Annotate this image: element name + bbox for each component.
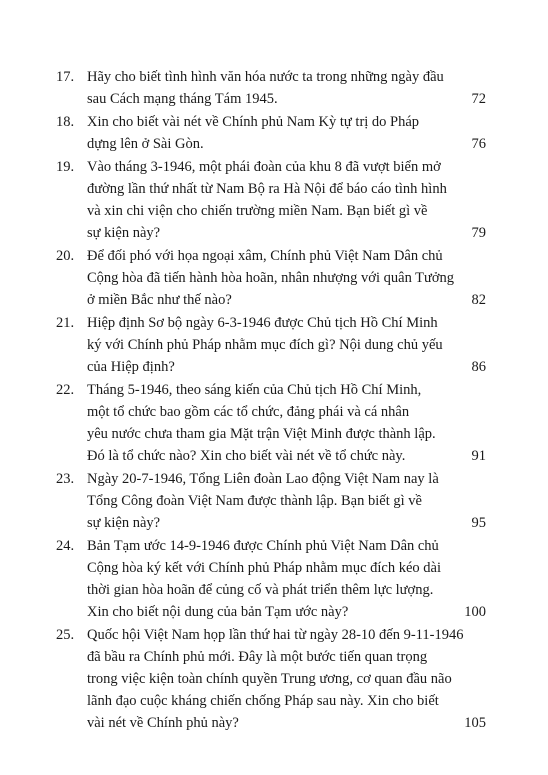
toc-entry-line: Đó là tổ chức nào? Xin cho biết vài nét về tổ chức này. — [87, 448, 406, 464]
toc-entry[interactable] — [56, 111, 486, 155]
toc-entry-line: Xin cho biết nội dung của bản Tạm ước này? — [87, 604, 349, 620]
toc-entry-text — [87, 111, 486, 155]
toc-entry-number: 19. — [56, 159, 75, 175]
toc-page-number: 76 — [471, 136, 486, 152]
toc-entry-number: 21. — [56, 315, 75, 331]
toc-entry-line: lãnh đạo cuộc kháng chiến chống Pháp sau này. Xin cho biết — [87, 693, 439, 709]
toc-entry-line: Cộng hòa đã tiến hành hòa hoãn, nhân nhượng với quân Tưởng — [87, 270, 455, 286]
table-of-contents — [56, 66, 486, 735]
toc-page-number: 82 — [471, 292, 486, 308]
toc-page-number: 100 — [464, 604, 486, 620]
toc-page-number: 86 — [471, 359, 486, 375]
toc-entry-text — [87, 156, 486, 244]
toc-entry-line: sự kiện này? — [87, 225, 161, 241]
toc-page-number: 91 — [471, 448, 486, 464]
toc-entry-line: sự kiện này? — [87, 515, 161, 531]
toc-entry-line: Vào tháng 3-1946, một phái đoàn của khu 8 đã vượt biển mở — [87, 159, 441, 175]
toc-page-number: 72 — [471, 91, 486, 107]
toc-entry-number: 22. — [56, 382, 75, 398]
toc-entry[interactable] — [56, 312, 486, 378]
toc-entry[interactable] — [56, 468, 486, 534]
toc-entry-text — [87, 379, 486, 467]
toc-entry-text — [87, 535, 486, 623]
toc-entry-line: ký với Chính phủ Pháp nhằm mục đích gì? Nội dung chủ yếu — [87, 337, 443, 353]
toc-entry-line: Hiệp định Sơ bộ ngày 6-3-1946 được Chủ tịch Hồ Chí Minh — [87, 315, 438, 331]
toc-entry[interactable] — [56, 66, 486, 110]
toc-entry-line: Tổng Công đoàn Việt Nam được thành lập. Bạn biết gì về — [87, 493, 422, 509]
toc-entry[interactable] — [56, 245, 486, 311]
toc-entry-line: đường lần thứ nhất từ Nam Bộ ra Hà Nội để báo cáo tình hình — [87, 181, 447, 197]
toc-entry-line: Tháng 5-1946, theo sáng kiến của Chủ tịch Hồ Chí Minh, — [87, 382, 422, 398]
toc-entry-line: ở miền Bắc như thế nào? — [87, 292, 232, 308]
toc-entry-line: trong việc kiện toàn chính quyền Trung ương, cơ quan đầu não — [87, 671, 452, 687]
toc-entry-line: thời gian hòa hoãn để củng cố và phát triển thêm lực lượng. — [87, 582, 434, 598]
toc-entry-number: 18. — [56, 114, 75, 130]
toc-entry-line: Ngày 20-7-1946, Tổng Liên đoàn Lao động Việt Nam nay là — [87, 471, 439, 487]
toc-entry-line: Xin cho biết vài nét về Chính phủ Nam Kỳ tự trị do Pháp — [87, 114, 420, 130]
toc-entry-number: 17. — [56, 69, 75, 85]
toc-entry[interactable] — [56, 535, 486, 623]
toc-entry-line: dựng lên ở Sài Gòn. — [87, 136, 204, 152]
toc-entry-line: Quốc hội Việt Nam họp lần thứ hai từ ngày 28-10 đến 9-11-1946 — [87, 627, 464, 643]
toc-entry-text — [87, 66, 486, 110]
toc-entry-text — [87, 312, 486, 378]
toc-entry-number: 23. — [56, 471, 75, 487]
toc-entry-line: Bản Tạm ước 14-9-1946 được Chính phủ Việt Nam Dân chủ — [87, 538, 439, 554]
toc-entry-line: và xin chi viện cho chiến trường miền Nam. Bạn biết gì về — [87, 203, 428, 219]
toc-entry-line: Để đối phó với họa ngoại xâm, Chính phủ Việt Nam Dân chủ — [87, 248, 443, 264]
toc-entry-line: yêu nước chưa tham gia Mặt trận Việt Minh được thành lập. — [87, 426, 436, 442]
toc-entry-line: một tổ chức bao gồm các tổ chức, đảng phái và cá nhân — [87, 404, 410, 420]
toc-page-number: 95 — [471, 515, 486, 531]
toc-entry-number: 25. — [56, 627, 75, 643]
toc-entry-number: 20. — [56, 248, 75, 264]
toc-entry[interactable] — [56, 156, 486, 244]
toc-entry-line: của Hiệp định? — [87, 359, 175, 375]
toc-page-number: 79 — [471, 225, 486, 241]
toc-entry-line: đã bầu ra Chính phủ mới. Đây là một bước tiến quan trọng — [87, 649, 428, 665]
toc-entry-line: vài nét về Chính phủ này? — [87, 715, 239, 731]
toc-page-number: 105 — [464, 715, 486, 731]
toc-entry-line: sau Cách mạng tháng Tám 1945. — [87, 91, 278, 107]
toc-entry-text — [87, 245, 486, 311]
toc-entry-text — [87, 468, 486, 534]
toc-entry-line: Cộng hòa ký kết với Chính phủ Pháp nhằm mục đích kéo dài — [87, 560, 442, 576]
toc-entry-line: Hãy cho biết tình hình văn hóa nước ta trong những ngày đầu — [87, 69, 444, 85]
toc-entry[interactable] — [56, 379, 486, 467]
toc-entry-number: 24. — [56, 538, 75, 554]
toc-entry[interactable] — [56, 624, 486, 734]
toc-entry-text — [87, 624, 486, 734]
